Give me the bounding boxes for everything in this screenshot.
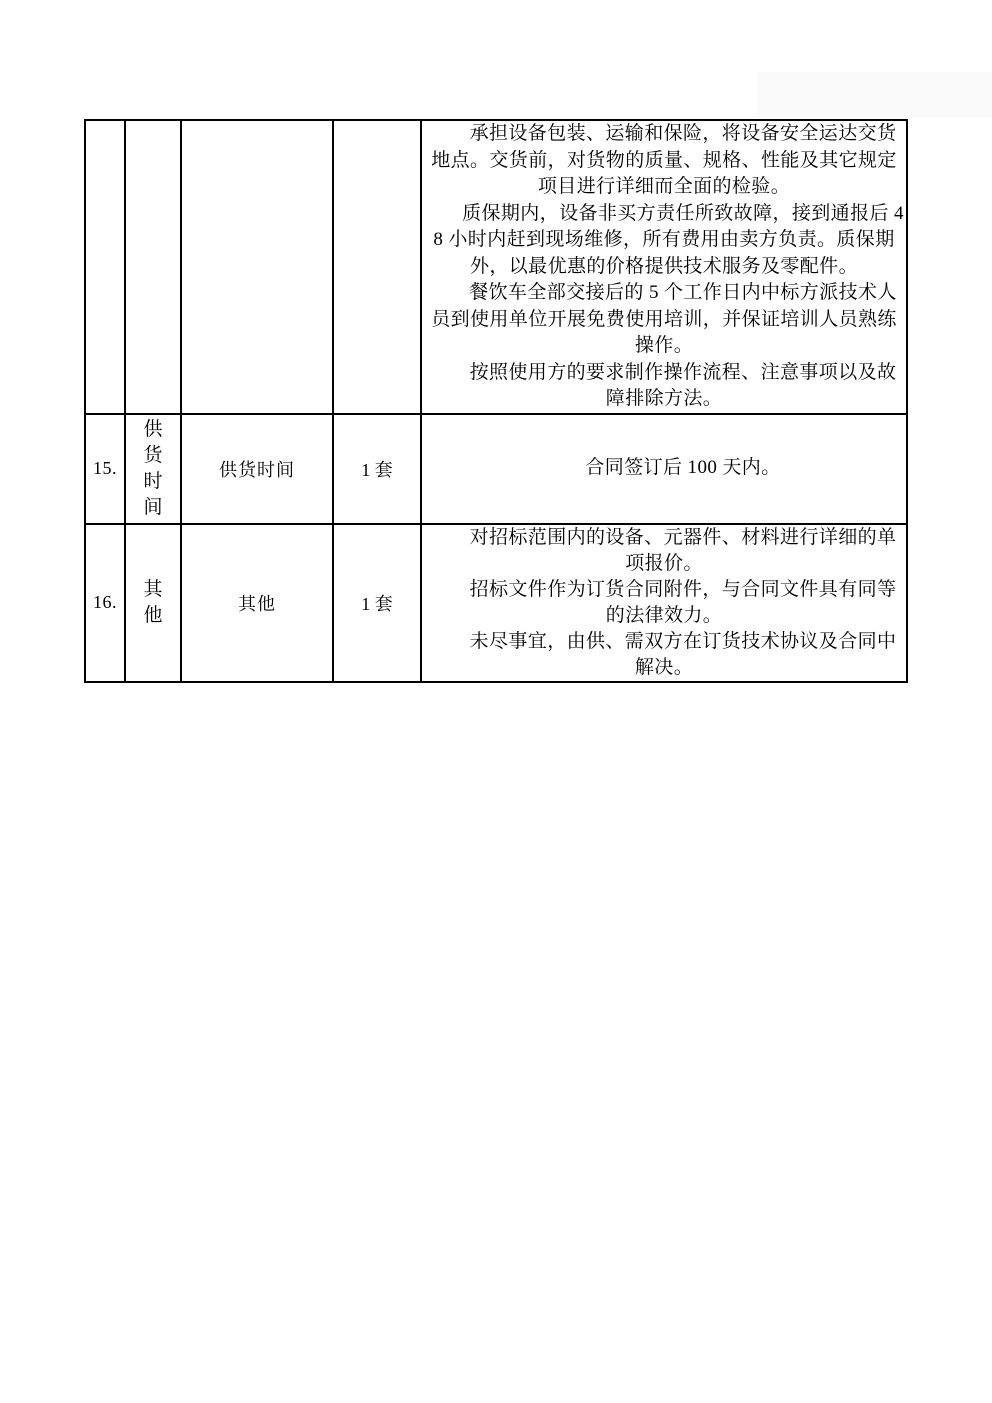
row-number-cell: 15. bbox=[85, 414, 125, 524]
table-row-16 bbox=[85, 524, 907, 682]
item-name-cell: 供货时间 bbox=[181, 414, 333, 524]
quantity-cell: 1 套 bbox=[333, 524, 421, 682]
item-name-cell: 其他 bbox=[181, 524, 333, 682]
page-corner-shade bbox=[757, 72, 992, 117]
description-paragraph: 招标文件作为订货合同附件，与合同文件具有同等的法律效力。 bbox=[469, 578, 897, 626]
category-cell bbox=[125, 414, 181, 524]
description-cell bbox=[421, 120, 907, 414]
category-cell bbox=[125, 524, 181, 682]
category-cell bbox=[125, 120, 181, 414]
description-paragraph: 餐饮车全部交接后的 5 个工作日内中标方派技术人员到使用单位开展免费使用培训，并保证培训人员熟练操作。 bbox=[431, 282, 897, 356]
description-cell bbox=[421, 524, 907, 682]
category-label: 供货时间 bbox=[143, 418, 163, 518]
description-paragraph: 承担设备包装、运输和保险，将设备安全运达交货地点。交货前，对货物的质量、规格、性能及其它规定项目进行详细而全面的检验。 bbox=[431, 123, 897, 197]
row-number-cell bbox=[85, 120, 125, 414]
description-paragraph: 质保期内，设备非买方责任所致故障，接到通报后 48 小时内赶到现场维修，所有费用由卖方负责。质保期外，以最优惠的价格提供技术服务及零配件。 bbox=[433, 202, 904, 277]
description-paragraph: 未尽事宜，由供、需双方在订货技术协议及合同中解决。 bbox=[469, 630, 897, 678]
table-row-continuation bbox=[85, 120, 907, 414]
quantity-cell bbox=[333, 120, 421, 414]
description-paragraph: 对招标范围内的设备、元器件、材料进行详细的单项报价。 bbox=[469, 526, 897, 574]
item-name-cell bbox=[181, 120, 333, 414]
category-label: 其他 bbox=[143, 578, 163, 626]
spec-table bbox=[84, 119, 908, 683]
description-cell bbox=[421, 414, 907, 524]
description-paragraph: 按照使用方的要求制作操作流程、注意事项以及故障排除方法。 bbox=[469, 361, 897, 409]
quantity-cell: 1 套 bbox=[333, 414, 421, 524]
row-number-cell: 16. bbox=[85, 524, 125, 682]
table-row-15 bbox=[85, 414, 907, 524]
description-paragraph: 合同签订后 100 天内。 bbox=[585, 457, 781, 479]
